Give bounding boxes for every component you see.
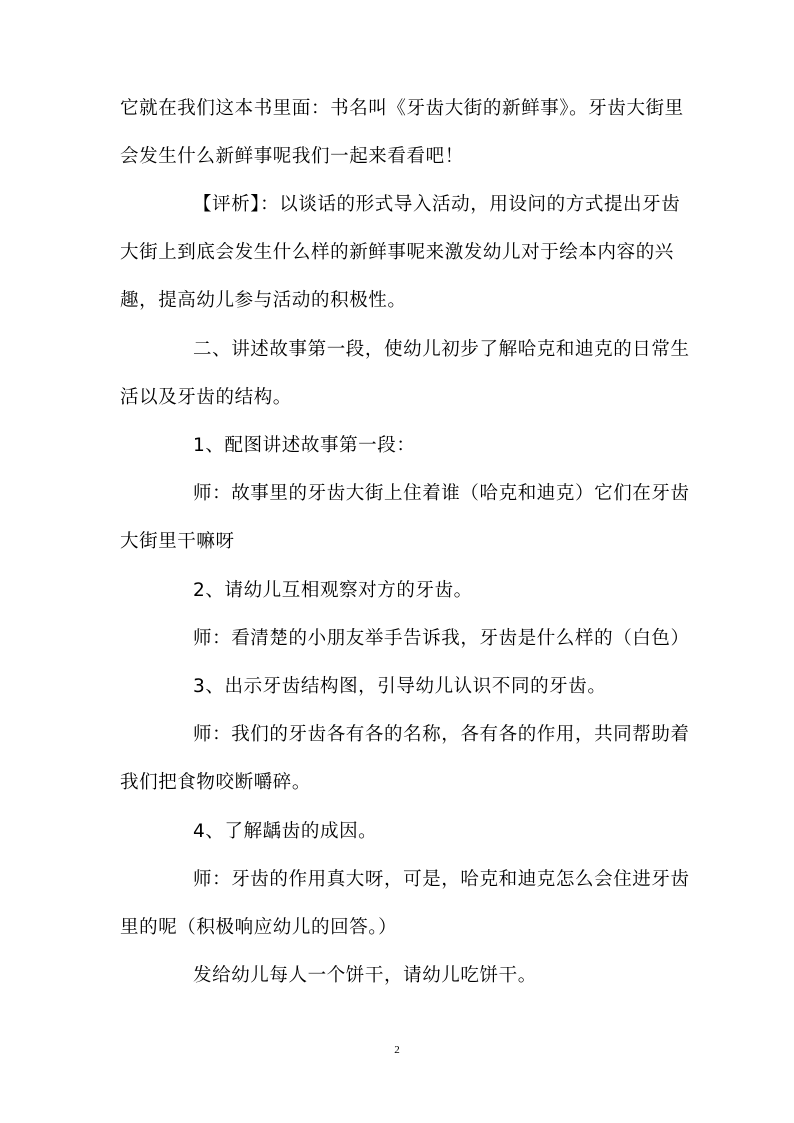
teacher-dialogue-line: 师：我们的牙齿各有各的名称，各有各的作用，共同帮助着 <box>193 724 690 745</box>
paragraph-line: 【评析】：以谈话的形式导入活动，用设问的方式提出牙齿 <box>193 194 681 215</box>
teacher-dialogue-line: 师：看清楚的小朋友举手告诉我，牙齿是什么样的（白色） <box>193 628 690 649</box>
step-heading: 3、出示牙齿结构图，引导幼儿认识不同的牙齿。 <box>193 676 607 697</box>
teacher-dialogue-line: 师：牙齿的作用真大呀，可是，哈克和迪克怎么会住进牙齿 <box>193 869 690 890</box>
step-heading: 4、了解龋齿的成因。 <box>193 821 378 842</box>
paragraph-line: 发给幼儿每人一个饼干，请幼儿吃饼干。 <box>193 965 537 986</box>
teacher-dialogue-line: 大街里干嘛呀 <box>120 531 235 552</box>
paragraph-line: 会发生什么新鲜事呢我们一起来看看吧！ <box>120 146 464 167</box>
paragraph-line: 趣，提高幼儿参与活动的积极性。 <box>120 290 407 311</box>
section-heading-line: 二、讲述故事第一段，使幼儿初步了解哈克和迪克的日常生 <box>193 339 690 360</box>
paragraph-line: 大街上到底会发生什么样的新鲜事呢来激发幼儿对于绘本内容的兴 <box>120 242 674 263</box>
section-heading-line: 活以及牙齿的结构。 <box>120 387 292 408</box>
step-heading: 2、请幼儿互相观察对方的牙齿。 <box>193 580 473 601</box>
page-number: 2 <box>394 1044 400 1056</box>
paragraph-line: 它就在我们这本书里面：书名叫《牙齿大街的新鲜事》。牙齿大街里 <box>120 98 684 119</box>
teacher-dialogue-line: 我们把食物咬断嚼碎。 <box>120 772 312 793</box>
teacher-dialogue-line: 里的呢（积极响应幼儿的回答。） <box>120 917 398 938</box>
step-heading: 1、配图讲述故事第一段： <box>193 435 416 456</box>
teacher-dialogue-line: 师：故事里的牙齿大街上住着谁（哈克和迪克）它们在牙齿 <box>193 483 690 504</box>
